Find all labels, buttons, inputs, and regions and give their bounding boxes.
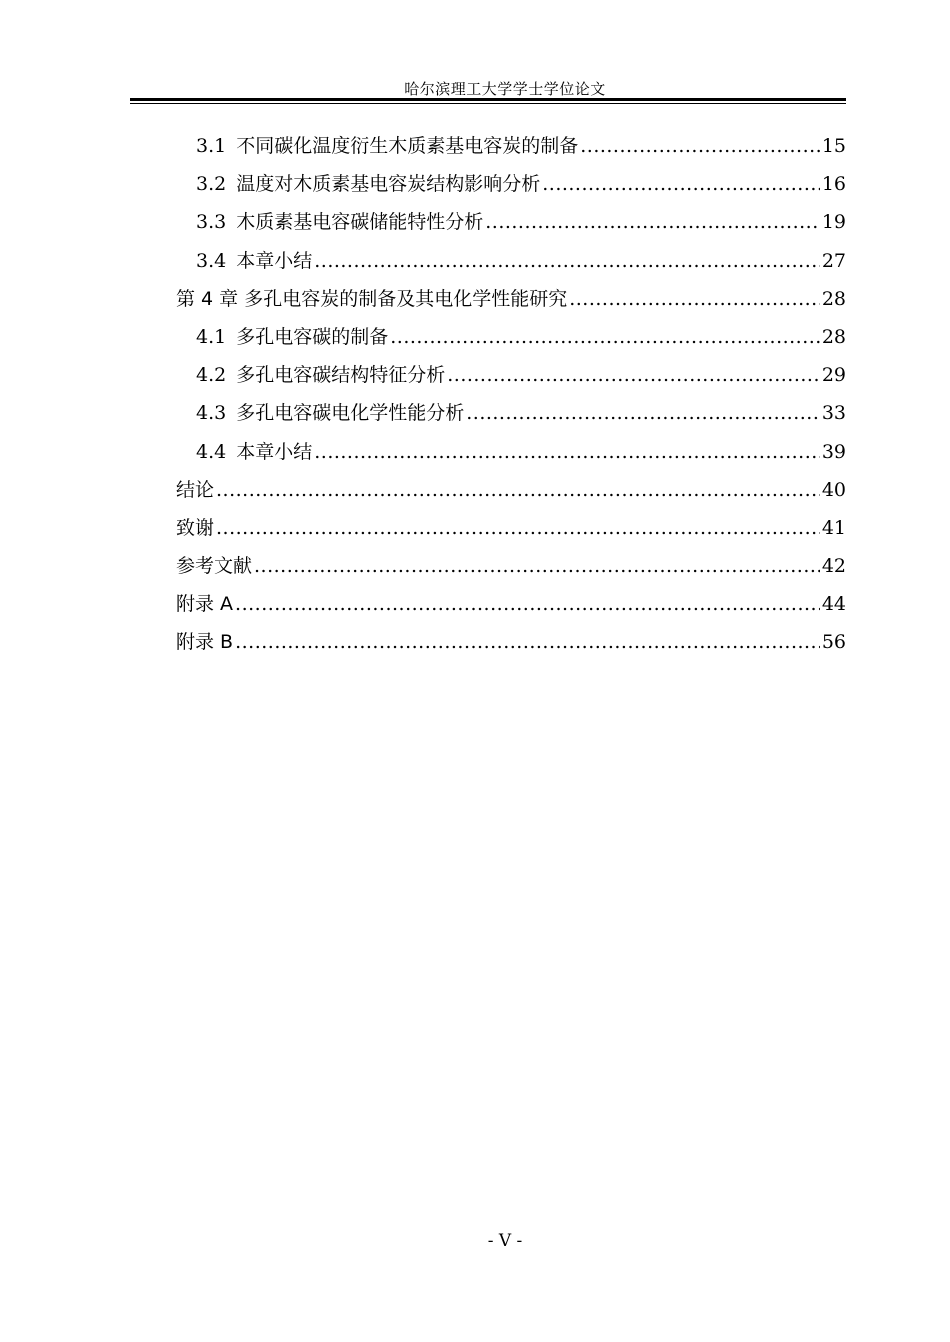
toc-dot-leader — [216, 509, 820, 547]
table-of-contents — [176, 127, 846, 662]
toc-entry[interactable] — [176, 203, 846, 241]
toc-entry[interactable] — [176, 356, 846, 394]
toc-entry-page: 15 — [821, 135, 846, 157]
toc-entry-number: 3.1 — [196, 135, 227, 157]
toc-entry-page: 28 — [821, 287, 846, 310]
toc-entry-title: 木质素基电容碳储能特性分析 — [236, 211, 484, 234]
page-number-footer: - V - — [487, 1231, 523, 1251]
toc-entry[interactable] — [176, 165, 846, 203]
toc-entry-title: 多孔电容碳电化学性能分析 — [236, 402, 465, 425]
toc-entry-number: 3.3 — [196, 211, 227, 234]
toc-entry-title: 致谢 — [176, 516, 215, 539]
toc-entry[interactable] — [176, 471, 846, 509]
toc-entry[interactable] — [176, 509, 846, 547]
running-header-title: 哈尔滨理工大学学士学位论文 — [404, 80, 606, 98]
toc-entry-page: 16 — [821, 173, 846, 196]
toc-entry[interactable] — [176, 433, 846, 471]
toc-dot-leader — [314, 242, 820, 280]
toc-entry-title: 附录 B — [176, 631, 234, 654]
toc-entry-title: 多孔电容碳结构特征分析 — [236, 364, 446, 387]
toc-dot-leader — [447, 356, 820, 394]
toc-entry-title: 参考文献 — [176, 555, 253, 578]
toc-entry-number: 3.2 — [196, 173, 227, 196]
toc-dot-leader — [466, 394, 820, 432]
toc-entry-number: 4.1 — [196, 325, 227, 348]
toc-entry[interactable] — [176, 280, 846, 318]
toc-entry-number: 3.4 — [196, 249, 227, 272]
toc-entry[interactable] — [176, 623, 846, 661]
toc-entry-page: 41 — [821, 516, 846, 539]
toc-entry-title: 多孔电容碳的制备 — [236, 325, 389, 348]
toc-dot-leader — [569, 280, 820, 318]
toc-entry-number: 4.2 — [196, 364, 227, 387]
toc-dot-leader — [580, 127, 820, 165]
header-rule-thin — [130, 103, 846, 104]
toc-entry-page: 42 — [821, 555, 846, 578]
toc-dot-leader — [235, 623, 820, 661]
toc-entry-title: 第 4 章 多孔电容炭的制备及其电化学性能研究 — [176, 287, 568, 310]
toc-dot-leader — [390, 318, 820, 356]
toc-entry-title: 本章小结 — [236, 440, 313, 463]
toc-entry[interactable] — [176, 127, 846, 165]
toc-entry-number: 4.3 — [196, 402, 227, 425]
toc-entry[interactable] — [176, 394, 846, 432]
toc-entry-page: 40 — [821, 478, 846, 501]
toc-entry[interactable] — [176, 318, 846, 356]
toc-dot-leader — [485, 203, 820, 241]
toc-entry-page: 33 — [821, 402, 846, 425]
toc-dot-leader — [314, 433, 820, 471]
toc-entry[interactable] — [176, 242, 846, 280]
toc-entry-page: 27 — [821, 249, 846, 272]
header-rule-thick — [130, 98, 846, 101]
toc-entry-page: 29 — [821, 364, 846, 387]
toc-dot-leader — [216, 471, 820, 509]
toc-entry-title: 结论 — [176, 478, 215, 501]
toc-entry-title: 本章小结 — [236, 249, 313, 272]
toc-dot-leader — [254, 547, 820, 585]
toc-entry-number: 4.4 — [196, 440, 227, 463]
toc-entry-page: 56 — [821, 631, 846, 654]
toc-dot-leader — [235, 585, 820, 623]
toc-entry[interactable] — [176, 585, 846, 623]
toc-entry-page: 44 — [821, 593, 846, 616]
toc-entry-title: 附录 A — [176, 593, 234, 616]
toc-entry-page: 19 — [821, 211, 846, 234]
toc-dot-leader — [542, 165, 820, 203]
toc-entry-page: 39 — [821, 440, 846, 463]
toc-entry[interactable] — [176, 547, 846, 585]
toc-entry-page: 28 — [821, 325, 846, 348]
toc-entry-title: 温度对木质素基电容炭结构影响分析 — [236, 173, 541, 196]
toc-entry-title: 不同碳化温度衍生木质素基电容炭的制备 — [236, 135, 579, 157]
